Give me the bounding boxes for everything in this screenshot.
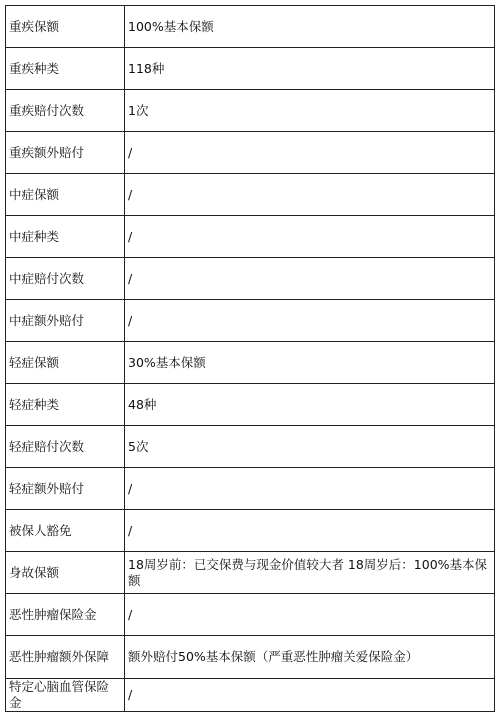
row-label: 中症额外赔付 (6, 300, 125, 342)
row-value: 1次 (125, 90, 495, 132)
table-row (6, 342, 495, 384)
row-value: 48种 (125, 384, 495, 426)
row-value: / (125, 132, 495, 174)
row-value: 5次 (125, 426, 495, 468)
row-label: 重疾额外赔付 (6, 132, 125, 174)
table-row (6, 594, 495, 636)
table-row (6, 510, 495, 552)
table-row (6, 426, 495, 468)
table-row (6, 216, 495, 258)
table-row (6, 678, 495, 712)
table-row (6, 6, 495, 48)
table-row (6, 174, 495, 216)
row-label: 身故保额 (6, 552, 125, 594)
row-value: / (125, 258, 495, 300)
row-value: / (125, 594, 495, 636)
row-label: 中症保额 (6, 174, 125, 216)
row-label: 中症赔付次数 (6, 258, 125, 300)
row-value: 100%基本保额 (125, 6, 495, 48)
row-label: 重疾保额 (6, 6, 125, 48)
table-row (6, 132, 495, 174)
table-row (6, 552, 495, 594)
row-value: / (125, 678, 495, 712)
row-label: 恶性肿瘤额外保障 (6, 636, 125, 678)
row-value: / (125, 300, 495, 342)
table-row (6, 384, 495, 426)
table-row (6, 636, 495, 678)
row-value: 30%基本保额 (125, 342, 495, 384)
row-value: / (125, 174, 495, 216)
table-row (6, 468, 495, 510)
row-label: 重疾赔付次数 (6, 90, 125, 132)
table-row (6, 258, 495, 300)
row-label: 特定心脑血管保险金 (6, 678, 125, 712)
row-value: / (125, 468, 495, 510)
row-label: 轻症保额 (6, 342, 125, 384)
row-label: 重疾种类 (6, 48, 125, 90)
insurance-benefits-table (5, 5, 495, 712)
row-label: 轻症额外赔付 (6, 468, 125, 510)
table-row (6, 90, 495, 132)
row-label: 中症种类 (6, 216, 125, 258)
row-value: 18周岁前：已交保费与现金价值较大者 18周岁后：100%基本保额 (125, 552, 495, 594)
row-value: / (125, 510, 495, 552)
row-label: 轻症种类 (6, 384, 125, 426)
table-row (6, 300, 495, 342)
row-value: 118种 (125, 48, 495, 90)
row-value: 额外赔付50%基本保额（严重恶性肿瘤关爱保险金） (125, 636, 495, 678)
row-value: / (125, 216, 495, 258)
row-label: 轻症赔付次数 (6, 426, 125, 468)
row-label: 被保人豁免 (6, 510, 125, 552)
row-label: 恶性肿瘤保险金 (6, 594, 125, 636)
table-row (6, 48, 495, 90)
